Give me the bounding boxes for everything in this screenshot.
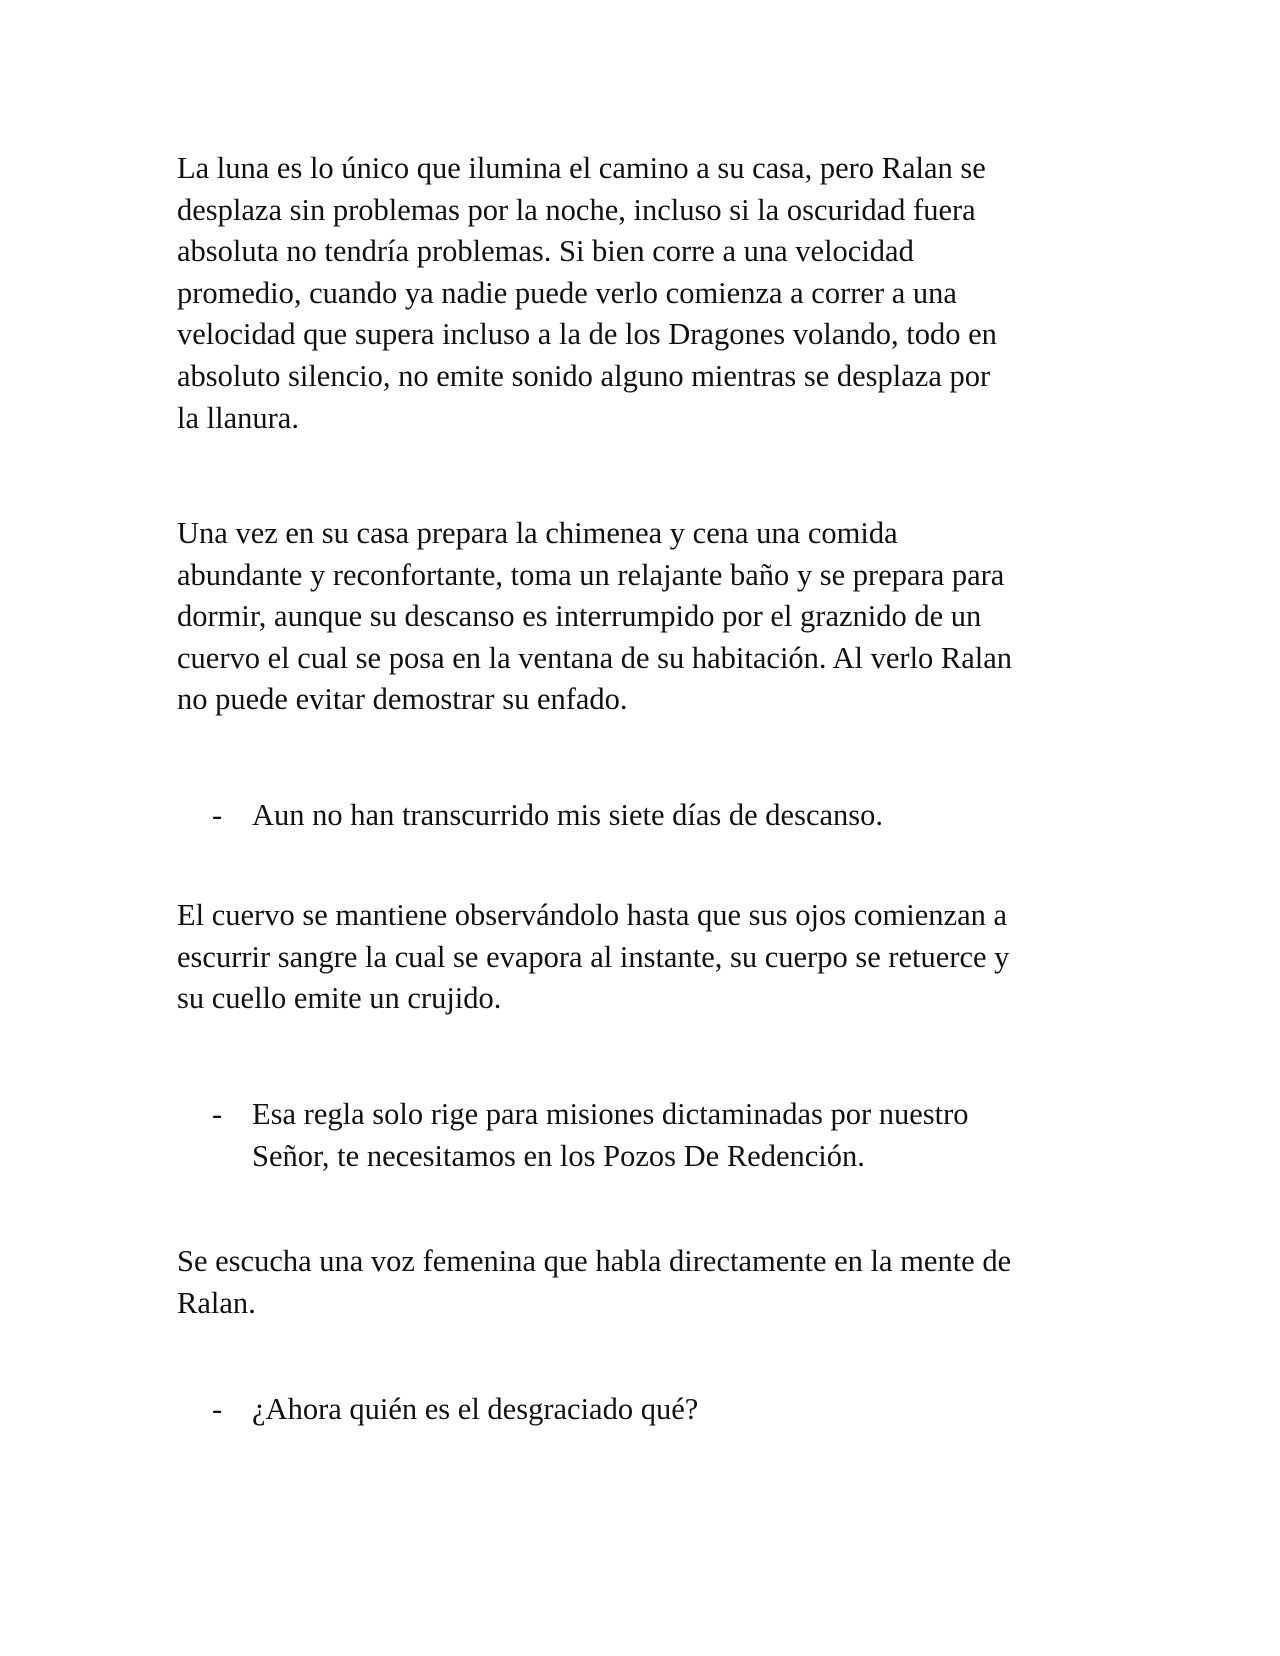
narrative-paragraph: Se escucha una voz femenina que habla directamente en la mente de Ralan. <box>177 1244 1012 1320</box>
dialogue-dash: - <box>212 1097 223 1131</box>
narrative-paragraph: El cuervo se mantiene observándolo hasta que sus ojos comienzan a escurrir sangre la cual se evapora al instante, su cuerpo se retuerce y su cuello emite un crujido. <box>177 898 1010 1016</box>
dialogue-dash: - <box>212 1392 223 1426</box>
dialogue-text: ¿Ahora quién es el desgraciado qué? <box>252 1392 699 1426</box>
dialogue-line <box>212 1094 1092 1177</box>
narrative-paragraph: Una vez en su casa prepara la chimenea y cena una comida abundante y reconfortante, toma un relajante baño y se prepara para dormir, aunque su descanso es interrumpido por el graznido de un cuervo el cual se posa en la ventana de su habitación. Al verlo Ralan no puede evitar demostrar su enfado. <box>177 516 1013 717</box>
dialogue-dash: - <box>212 798 223 832</box>
dialogue-line <box>212 795 1092 837</box>
dialogue-line <box>212 1389 1092 1431</box>
dialogue-text: Esa regla solo rige para misiones dictaminadas por nuestro Señor, te necesitamos en los Pozos De Redención. <box>252 1097 969 1173</box>
dialogue-text: Aun no han transcurrido mis siete días de descanso. <box>252 798 884 832</box>
narrative-paragraph: La luna es lo único que ilumina el camino a su casa, pero Ralan se desplaza sin problemas por la noche, incluso si la oscuridad fuera absoluta no tendría problemas. Si bien corre a una velocidad promedio, cuando ya nadie puede verlo comienza a correr a una velocidad que supera incluso a la de los Dragones volando, todo en absoluto silencio, no emite sonido alguno mientras se desplaza por la llanura. <box>177 151 997 435</box>
